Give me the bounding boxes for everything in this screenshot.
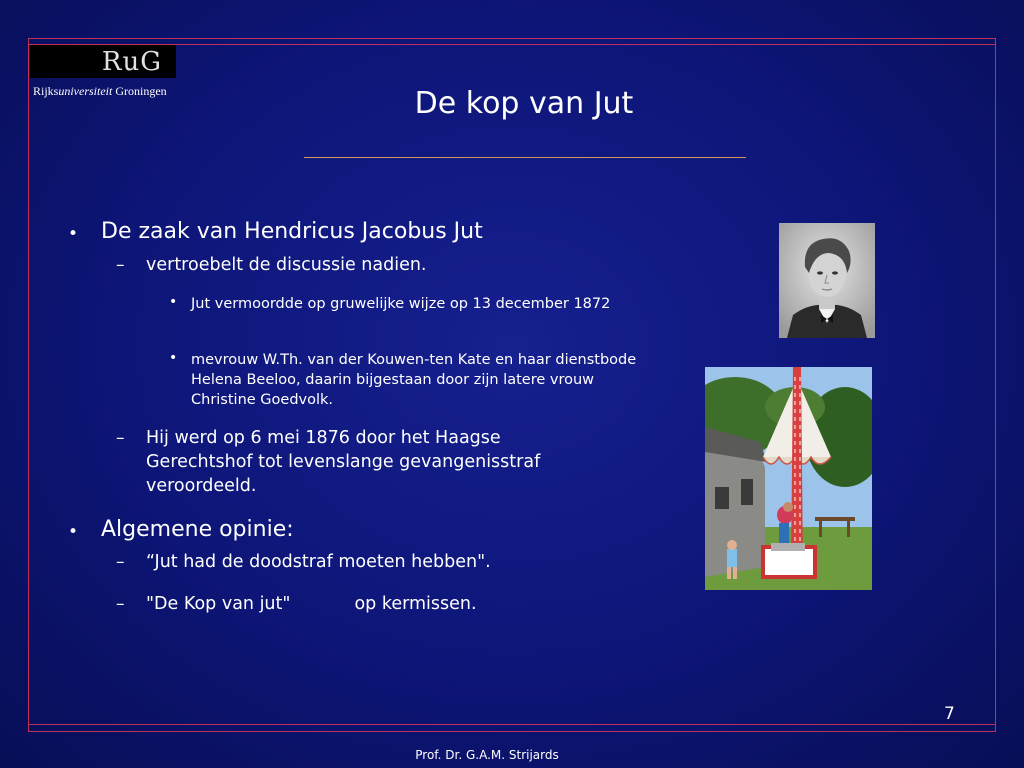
slide-title: De kop van Jut — [414, 86, 634, 121]
dash-marker: – — [116, 428, 125, 448]
dash-marker: – — [116, 552, 125, 572]
page-number: 7 — [944, 704, 955, 724]
bullet-marker: • — [169, 350, 178, 366]
logo-sub-rijks: Rijks — [33, 84, 59, 98]
kermis-photo — [705, 367, 872, 590]
kermis-text: op kermissen. — [354, 594, 477, 614]
frame-line-bottom-inner — [28, 724, 996, 725]
bullet-public-opinion: Algemene opinie: — [101, 517, 294, 542]
logo-subtitle — [33, 84, 167, 99]
sub-bullet-discussion: vertroebelt de discussie nadien. — [146, 255, 427, 275]
portrait-image — [779, 223, 875, 338]
kop-van-jut-quote: "De Kop van jut" — [146, 594, 291, 614]
frame-line-bottom-outer — [28, 731, 996, 732]
logo-sub-universiteit: universiteit — [58, 84, 113, 98]
footer-author: Prof. Dr. G.A.M. Strijards — [415, 748, 559, 762]
sub-bullet-kermis — [146, 592, 666, 616]
kop-van-jut-attraction-image — [705, 367, 872, 590]
sub-sub-bullet-murder: Jut vermoordde op gruwelijke wijze op 13 december 1872 — [191, 296, 611, 312]
frame-line-left — [28, 38, 29, 732]
logo-sub-groningen: Groningen — [112, 84, 167, 98]
dash-marker: – — [116, 594, 125, 614]
portrait-photo — [779, 223, 875, 338]
dash-marker: – — [116, 255, 125, 275]
sub-bullet-death-penalty: “Jut had de doodstraf moeten hebben". — [146, 552, 491, 572]
university-logo — [30, 45, 176, 78]
frame-line-right — [995, 38, 996, 732]
bullet-marker: • — [169, 294, 178, 310]
bullet-marker: • — [68, 224, 79, 244]
logo-mark: RuG — [101, 46, 162, 77]
frame-line-top-outer — [28, 38, 996, 39]
sub-sub-bullet-victims: mevrouw W.Th. van der Kouwen-ten Kate en haar dienstbode Helena Beeloo, daarin bijgestaan door zijn latere vrouw Christine Goedvolk. — [191, 352, 637, 408]
bullet-marker: • — [68, 522, 79, 542]
bullet-case-jut: De zaak van Hendricus Jacobus Jut — [101, 219, 483, 244]
title-underline — [304, 157, 746, 158]
sub-bullet-sentence: Hij werd op 6 mei 1876 door het Haagse Gerechtshof tot levenslange gevangenisstraf veroordeeld. — [146, 428, 541, 496]
